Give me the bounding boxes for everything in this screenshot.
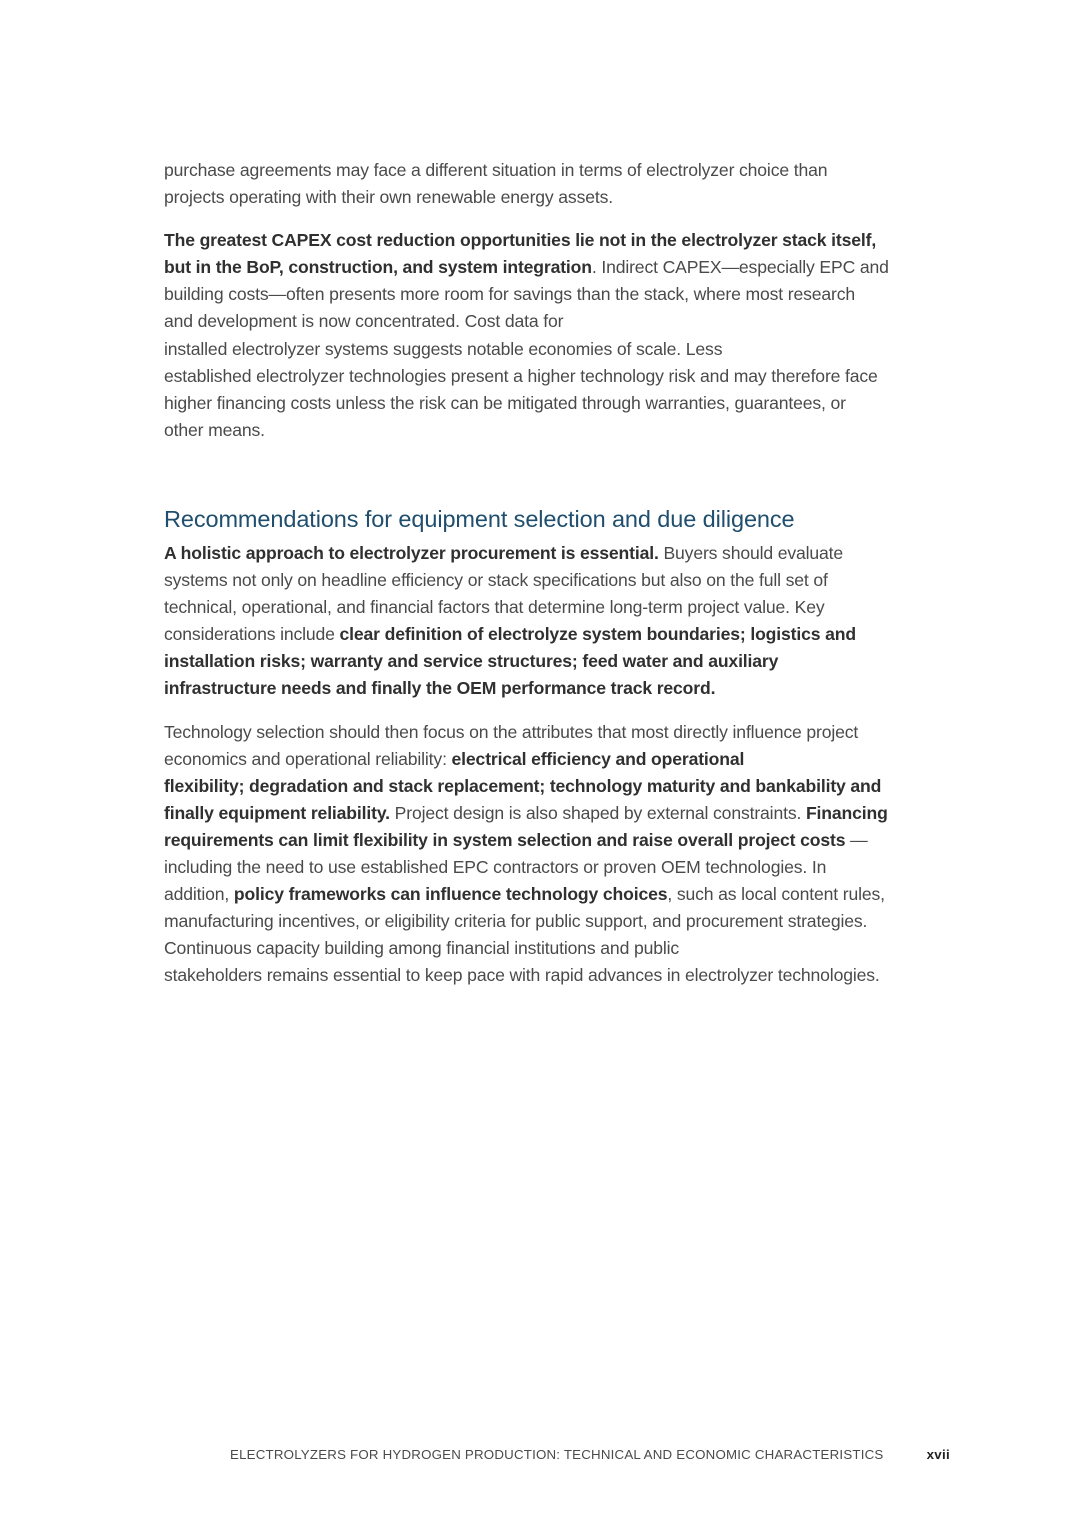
capex-line: installed electrolyzer systems suggests notable economies of scale. Less <box>164 338 723 359</box>
capex-text: . Indirect CAPEX—especially EPC and <box>591 257 889 278</box>
capex-line: and development is now concentrated. Cost data for <box>164 311 564 332</box>
capex-line <box>164 254 954 281</box>
para-text: economics and operational reliability: <box>164 748 452 769</box>
capex-key-finding: The greatest CAPEX cost reduction opportunities lie not in the electrolyzer stack itself, <box>164 230 877 251</box>
para-line: Continuous capacity building among financial institutions and public <box>164 938 680 959</box>
page-footer <box>230 1445 950 1465</box>
para-line <box>164 648 954 675</box>
para-line: including the need to use established EPC contractors or proven OEM technologies. In <box>164 856 827 877</box>
attributes-bold: electrical efficiency and operational <box>451 748 745 769</box>
intro-line: purchase agreements may face a different situation in terms of electrolyzer choice than <box>164 160 828 180</box>
para-text: Project design is also shaped by external constraints. <box>389 802 806 823</box>
policy-bold: policy frameworks can influence technology choices <box>233 884 668 905</box>
capex-line: building costs—often presents more room for savings than the stack, where most research <box>164 284 856 305</box>
capex-line <box>164 227 954 254</box>
attributes-bold: flexibility; degradation and stack replacement; technology maturity and bankability and <box>164 775 882 796</box>
capex-line: other means. <box>164 419 265 440</box>
section-heading: Recommendations for equipment selection and due diligence <box>164 505 795 532</box>
page-body <box>164 157 954 989</box>
para-text: , such as local content rules, <box>667 884 885 905</box>
para-text: considerations include <box>164 624 340 645</box>
considerations-bold: clear definition of electrolyze system boundaries; logistics and <box>339 624 856 645</box>
para-line: manufacturing incentives, or eligibility criteria for public support, and procurement strategies. <box>164 911 868 932</box>
para-text: addition, <box>164 884 234 905</box>
capex-key-finding-cont: but in the BoP, construction, and system integration <box>164 257 592 278</box>
para-line <box>164 827 954 854</box>
para-line <box>164 800 954 827</box>
intro-paragraph <box>164 157 954 211</box>
considerations-bold: installation risks; warranty and service structures; feed water and auxiliary <box>164 651 779 672</box>
attributes-bold: finally equipment reliability. <box>164 802 390 823</box>
capex-paragraph <box>164 227 954 444</box>
para-text: Buyers should evaluate <box>658 542 844 563</box>
running-title: ELECTROLYZERS FOR HYDROGEN PRODUCTION: TECHNICAL AND ECONOMIC CHARACTERISTICS <box>230 1447 884 1462</box>
para-line <box>164 746 954 773</box>
page-number: xvii <box>926 1447 950 1462</box>
para-line <box>164 621 954 648</box>
recommendations-paragraph-1 <box>164 540 954 703</box>
capex-line: established electrolyzer technologies present a higher technology risk and may therefore face <box>164 365 878 386</box>
holistic-approach-bold: A holistic approach to electrolyzer procurement is essential. <box>164 542 659 563</box>
para-line <box>164 881 954 908</box>
para-text: — <box>845 829 868 850</box>
recommendations-paragraph-2 <box>164 719 954 990</box>
capex-line: higher financing costs unless the risk can be mitigated through warranties, guarantees, or <box>164 392 846 413</box>
para-line <box>164 773 954 800</box>
para-line <box>164 540 954 567</box>
financing-bold: Financing <box>805 802 888 823</box>
para-line <box>164 675 954 702</box>
para-line: systems not only on headline efficiency or stack specifications but also on the full set of <box>164 570 828 591</box>
considerations-bold: infrastructure needs and finally the OEM performance track record. <box>164 678 716 699</box>
para-line: technical, operational, and financial factors that determine long-term project value. Key <box>164 597 825 618</box>
intro-line: projects operating with their own renewable energy assets. <box>164 187 613 208</box>
para-line: Technology selection should then focus on the attributes that most directly influence project <box>164 721 859 742</box>
financing-bold: requirements can limit flexibility in system selection and raise overall project costs <box>164 829 846 850</box>
para-line: stakeholders remains essential to keep pace with rapid advances in electrolyzer technologies. <box>164 965 880 986</box>
